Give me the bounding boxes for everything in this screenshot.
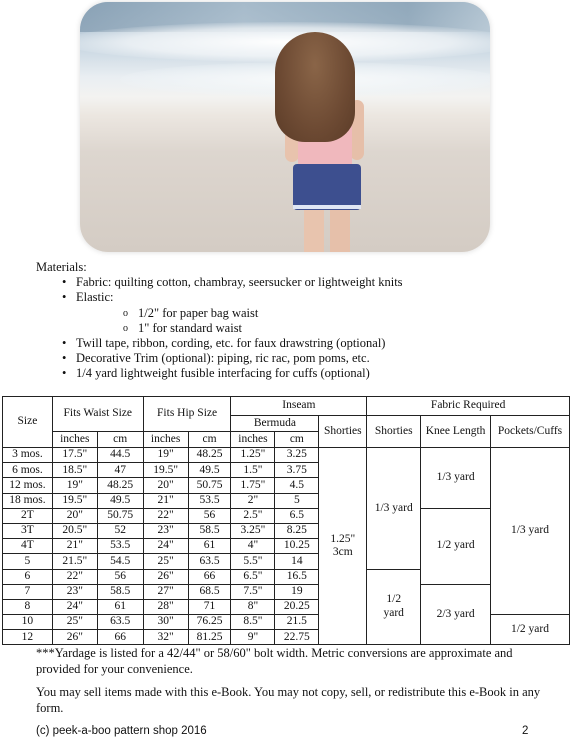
cell-hip-cm: 56 bbox=[188, 508, 231, 523]
cell-berm-in: 1.75" bbox=[231, 478, 275, 493]
cell-berm-in: 5.5" bbox=[231, 554, 275, 569]
header-size: Size bbox=[3, 397, 53, 448]
cell-waist-cm: 63.5 bbox=[97, 615, 143, 630]
cell-hip-in: 21" bbox=[143, 493, 188, 508]
cell-fabric-shorties-large-text: yard bbox=[383, 606, 404, 619]
material-item-interfacing: • 1/4 yard lightweight fusible interfacing for cuffs (optional) bbox=[36, 366, 546, 381]
cell-waist-cm: 54.5 bbox=[97, 554, 143, 569]
cell-waist-cm: 44.5 bbox=[97, 448, 143, 463]
cell-fabric-knee-2-text: 1/2 yard bbox=[436, 539, 475, 552]
cell-waist-in: 25" bbox=[52, 615, 97, 630]
cell-waist-cm: 49.5 bbox=[97, 493, 143, 508]
cell-hip-cm: 61 bbox=[188, 539, 231, 554]
cell-shorties-inseam bbox=[319, 448, 367, 645]
cell-hip-in: 24" bbox=[143, 539, 188, 554]
page-number: 2 bbox=[522, 725, 529, 737]
footer-copyright: (c) peek-a-boo pattern shop 2016 bbox=[36, 725, 207, 737]
materials-list bbox=[36, 275, 546, 381]
cell-fabric-pockets-1 bbox=[490, 448, 569, 615]
cell-hip-in: 20" bbox=[143, 478, 188, 493]
cell-hip-cm: 66 bbox=[188, 569, 231, 584]
header-inseam-shorties: Shorties bbox=[319, 416, 367, 448]
cell-fabric-knee-3-text: 2/3 yard bbox=[436, 607, 475, 620]
cell-waist-in: 21" bbox=[52, 539, 97, 554]
cell-hip-in: 27" bbox=[143, 584, 188, 599]
cell-fabric-pockets-1-text: 1/3 yard bbox=[510, 524, 549, 537]
girl-leg-right bbox=[330, 208, 350, 252]
yardage-note: ***Yardage is listed for a 42/44" or 58/60" bolt width. Metric conversions are approximate and provided for your convenience. bbox=[36, 646, 513, 676]
cell-size: 3T bbox=[3, 523, 53, 538]
cell-size: 8 bbox=[3, 599, 53, 614]
elastic-sublist bbox=[76, 306, 546, 336]
table-row bbox=[3, 584, 570, 599]
cell-berm-in: 1.5" bbox=[231, 463, 275, 478]
cell-berm-cm: 21.5 bbox=[275, 615, 319, 630]
cell-waist-cm: 47 bbox=[97, 463, 143, 478]
header-waist-cm: cm bbox=[97, 432, 143, 448]
cell-waist-in: 19.5" bbox=[52, 493, 97, 508]
cell-hip-in: 23" bbox=[143, 523, 188, 538]
materials-heading: Materials: bbox=[36, 260, 87, 274]
cell-hip-cm: 48.25 bbox=[188, 448, 231, 463]
cell-berm-cm: 3.25 bbox=[275, 448, 319, 463]
material-item-elastic: • Elastic: o 1/2" for paper bag waist o 1" for standard waist bbox=[36, 290, 546, 336]
cell-hip-cm: 71 bbox=[188, 599, 231, 614]
cell-waist-in: 18.5" bbox=[52, 463, 97, 478]
girl-chambray-shorts bbox=[293, 164, 361, 210]
cell-size: 6 bbox=[3, 569, 53, 584]
cell-hip-cm: 58.5 bbox=[188, 523, 231, 538]
cell-waist-in: 20" bbox=[52, 508, 97, 523]
cell-size: 6 mos. bbox=[3, 463, 53, 478]
header-waist-inches: inches bbox=[52, 432, 97, 448]
cell-fabric-knee-2 bbox=[421, 508, 491, 584]
cell-hip-in: 26" bbox=[143, 569, 188, 584]
cell-hip-in: 19" bbox=[143, 448, 188, 463]
header-hip-cm: cm bbox=[188, 432, 231, 448]
cell-fabric-shorties-small bbox=[367, 448, 421, 570]
cell-size: 18 mos. bbox=[3, 493, 53, 508]
beach-photo bbox=[80, 2, 490, 252]
cell-waist-cm: 48.25 bbox=[97, 478, 143, 493]
cell-size: 4T bbox=[3, 539, 53, 554]
cell-waist-in: 17.5" bbox=[52, 448, 97, 463]
cell-berm-in: 7.5" bbox=[231, 584, 275, 599]
size-rows bbox=[3, 448, 570, 645]
girl-hair bbox=[275, 32, 355, 142]
cell-fabric-knee-3 bbox=[421, 584, 491, 645]
elastic-sub-item: o 1/2" for paper bag waist bbox=[76, 306, 546, 321]
header-hip-inches: inches bbox=[143, 432, 188, 448]
header-fabric-shorties: Shorties bbox=[367, 416, 421, 448]
cell-waist-in: 24" bbox=[52, 599, 97, 614]
cell-berm-cm: 14 bbox=[275, 554, 319, 569]
cell-berm-in: 2.5" bbox=[231, 508, 275, 523]
cell-fabric-shorties-small-text: 1/3 yard bbox=[374, 501, 413, 514]
materials-section bbox=[36, 260, 546, 382]
cell-waist-in: 21.5" bbox=[52, 554, 97, 569]
material-item-twill: • Twill tape, ribbon, cording, etc. for faux drawstring (optional) bbox=[36, 336, 546, 351]
shorts-piping-trim bbox=[293, 205, 361, 209]
cell-waist-cm: 61 bbox=[97, 599, 143, 614]
cell-hip-in: 25" bbox=[143, 554, 188, 569]
cell-waist-cm: 53.5 bbox=[97, 539, 143, 554]
cell-berm-in: 1.25" bbox=[231, 448, 275, 463]
header-bermuda-cm: cm bbox=[275, 432, 319, 448]
cell-berm-cm: 22.75 bbox=[275, 630, 319, 645]
cell-hip-cm: 63.5 bbox=[188, 554, 231, 569]
cell-hip-cm: 53.5 bbox=[188, 493, 231, 508]
material-item-fabric: • Fabric: quilting cotton, chambray, seersucker or lightweight knits bbox=[36, 275, 546, 290]
header-hip: Fits Hip Size bbox=[143, 397, 231, 432]
cell-berm-in: 4" bbox=[231, 539, 275, 554]
cell-waist-cm: 50.75 bbox=[97, 508, 143, 523]
cell-size: 2T bbox=[3, 508, 53, 523]
cell-hip-in: 28" bbox=[143, 599, 188, 614]
cell-size: 3 mos. bbox=[3, 448, 53, 463]
table-row bbox=[3, 448, 570, 463]
cell-hip-cm: 49.5 bbox=[188, 463, 231, 478]
cell-waist-in: 20.5" bbox=[52, 523, 97, 538]
cell-berm-cm: 10.25 bbox=[275, 539, 319, 554]
cell-hip-in: 30" bbox=[143, 615, 188, 630]
cell-size: 5 bbox=[3, 554, 53, 569]
cell-fabric-shorties-large bbox=[367, 569, 421, 645]
cell-berm-cm: 19 bbox=[275, 584, 319, 599]
table-row bbox=[3, 508, 570, 523]
cell-berm-in: 3.25" bbox=[231, 523, 275, 538]
cell-hip-in: 19.5" bbox=[143, 463, 188, 478]
cell-size: 12 bbox=[3, 630, 53, 645]
rights-note: You may sell items made with this e-Book. You may not copy, sell, or redistribute this e-Book in any form. bbox=[36, 685, 541, 715]
header-bermuda-inches: inches bbox=[231, 432, 275, 448]
cell-hip-cm: 76.25 bbox=[188, 615, 231, 630]
cell-hip-in: 32" bbox=[143, 630, 188, 645]
elastic-sub-item: o 1" for standard waist bbox=[76, 321, 546, 336]
cell-waist-cm: 52 bbox=[97, 523, 143, 538]
cell-size: 7 bbox=[3, 584, 53, 599]
cell-hip-cm: 68.5 bbox=[188, 584, 231, 599]
size-chart-table bbox=[2, 396, 570, 645]
cell-berm-cm: 4.5 bbox=[275, 478, 319, 493]
header-knee-length: Knee Length bbox=[421, 416, 491, 448]
cell-size: 12 mos. bbox=[3, 478, 53, 493]
cell-berm-cm: 16.5 bbox=[275, 569, 319, 584]
cell-fabric-knee-1 bbox=[421, 448, 491, 509]
cell-hip-cm: 50.75 bbox=[188, 478, 231, 493]
cell-waist-cm: 56 bbox=[97, 569, 143, 584]
cell-berm-cm: 8.25 bbox=[275, 523, 319, 538]
cell-fabric-pockets-2-text: 1/2 yard bbox=[510, 623, 549, 635]
cell-waist-cm: 66 bbox=[97, 630, 143, 645]
cell-berm-in: 9" bbox=[231, 630, 275, 645]
cell-berm-in: 8" bbox=[231, 599, 275, 614]
cell-shorties-inseam-text: 3cm bbox=[332, 546, 353, 559]
cell-hip-in: 22" bbox=[143, 508, 188, 523]
header-inseam: Inseam bbox=[231, 397, 367, 416]
cell-waist-in: 22" bbox=[52, 569, 97, 584]
cell-berm-in: 8.5" bbox=[231, 615, 275, 630]
cell-shorties-inseam-text: 1.25" bbox=[330, 532, 356, 545]
material-item-trim: • Decorative Trim (optional): piping, ric rac, pom poms, etc. bbox=[36, 351, 546, 366]
header-fabric-required: Fabric Required bbox=[367, 397, 570, 416]
cell-fabric-knee-1-text: 1/3 yard bbox=[436, 471, 475, 484]
cell-fabric-pockets-2 bbox=[490, 615, 569, 645]
girl-leg-left bbox=[304, 208, 324, 252]
cell-berm-in: 2" bbox=[231, 493, 275, 508]
cell-size: 10 bbox=[3, 615, 53, 630]
header-waist: Fits Waist Size bbox=[52, 397, 143, 432]
cell-berm-cm: 20.25 bbox=[275, 599, 319, 614]
cell-waist-in: 19" bbox=[52, 478, 97, 493]
cell-berm-in: 6.5" bbox=[231, 569, 275, 584]
cell-waist-in: 26" bbox=[52, 630, 97, 645]
cell-berm-cm: 3.75 bbox=[275, 463, 319, 478]
cell-fabric-shorties-large-text: 1/2 bbox=[386, 593, 402, 606]
cell-waist-cm: 58.5 bbox=[97, 584, 143, 599]
cell-waist-in: 23" bbox=[52, 584, 97, 599]
cell-berm-cm: 5 bbox=[275, 493, 319, 508]
header-pockets-cuffs: Pockets/Cuffs bbox=[490, 416, 569, 448]
cell-hip-cm: 81.25 bbox=[188, 630, 231, 645]
cell-berm-cm: 6.5 bbox=[275, 508, 319, 523]
header-bermuda: Bermuda bbox=[231, 416, 319, 432]
